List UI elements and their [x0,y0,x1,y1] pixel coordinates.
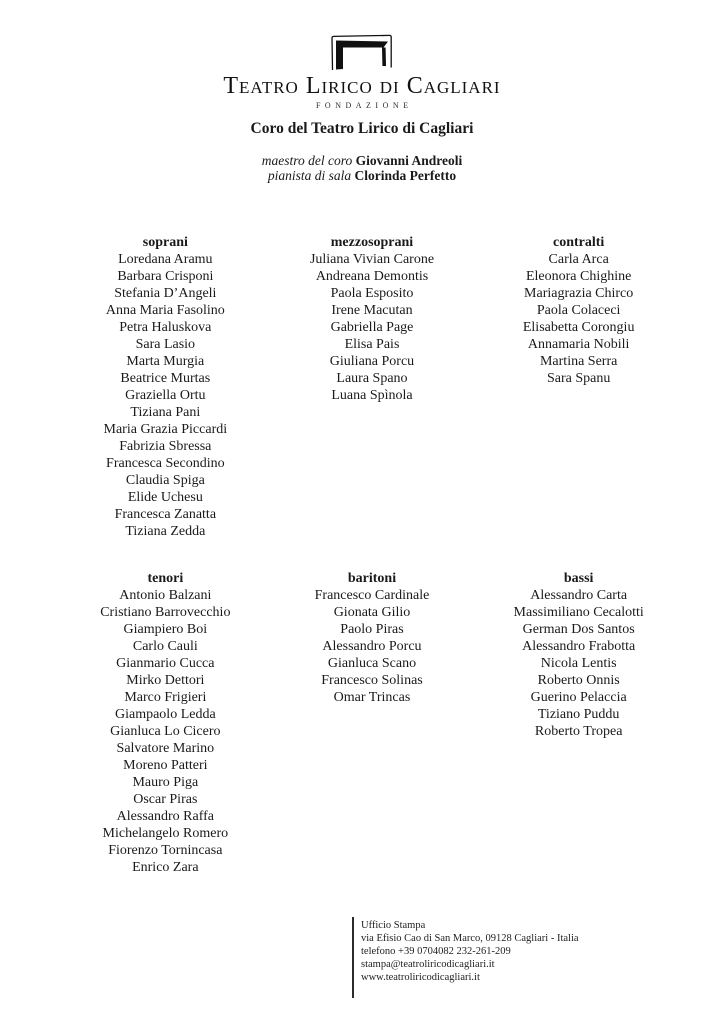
brand-wordmark: Teatro Lirico di Cagliari [223,73,501,99]
member-list-contralti [475,251,682,387]
chorister-name: Tiziana Pani [130,405,201,420]
chorister-name: Petra Haluskova [119,320,212,335]
proscenium-arch-logo-icon [327,32,397,72]
section-label-mezzosoprani: mezzosoprani [330,235,414,250]
chorister-name: Roberto Onnis [537,673,620,688]
chorister-name: Guerino Pelaccia [530,690,627,705]
chorister-name: Juliana Vivian Carone [309,252,435,267]
footer-line: Ufficio Stampa [361,920,426,931]
chorister-name: Tiziana Zedda [125,524,206,539]
section-bassi [475,570,682,876]
member-list-bassi [475,587,682,740]
chorister-name: Andreana Demontis [315,269,429,284]
chorister-name: Laura Spano [336,371,408,386]
chorister-name: Elisa Pais [344,337,400,352]
chorister-name: Nicola Lentis [540,656,617,671]
chorister-name: Salvatore Marino [116,741,215,756]
lower-voices-grid [62,570,682,876]
chorister-name: Massimiliano Cecalotti [513,605,644,620]
pianista-di-sala-line [0,169,724,184]
chorister-name: Irene Macutan [331,303,413,318]
press-office-footer [352,917,579,998]
section-label-baritoni: baritoni [347,571,397,586]
chorister-name: Luana Spìnola [331,388,413,403]
section-label-soprani: soprani [142,235,188,250]
chorister-name: Alessandro Frabotta [522,639,636,654]
chorister-name: Sara Lasio [135,337,196,352]
chorister-name: Moreno Patteri [123,758,208,773]
chorister-name: Fiorenzo Tornincasa [108,843,223,858]
footer-line: telefono +39 0704082 232-261-209 [361,946,511,957]
chorister-name: Elide Uchesu [127,490,203,505]
chorister-name: Enrico Zara [132,860,199,875]
chorister-name: Carlo Cauli [132,639,198,654]
section-contralti [475,234,682,540]
chorister-name: Claudia Spiga [125,473,205,488]
brand-subtitle: FONDAZIONE [315,101,413,110]
maestro-del-coro-line [0,154,724,169]
chorister-name: Alessandro Porcu [322,639,422,654]
chorister-name: Francesca Secondino [106,456,225,471]
chorister-name: Gianluca Lo Cicero [110,724,221,739]
chorister-name: Barbara Crisponi [117,269,214,284]
section-tenori [62,570,269,876]
chorister-name: Giuliana Porcu [329,354,415,369]
footer-line: via Efisio Cao di San Marco, 09128 Cagliari - Italia [361,933,579,944]
maestro-role-label: maestro del coro [261,153,353,168]
upper-voices-grid [62,234,682,540]
member-list-soprani [62,251,269,540]
page-title: Coro del Teatro Lirico di Cagliari [250,120,474,137]
chorister-name: Paolo Piras [340,622,404,637]
chorister-name: Giampiero Boi [123,622,208,637]
chorister-name: Michelangelo Romero [102,826,229,841]
chorister-name: Alessandro Raffa [116,809,214,824]
chorister-name: Stefania D’Angeli [114,286,217,301]
press-office-lines [361,919,579,984]
chorister-name: Mirko Dettori [126,673,205,688]
member-list-mezzosoprani [269,251,476,404]
chorister-name: Fabrizia Sbressa [119,439,212,454]
chorister-name: Mariagrazia Chirco [524,286,634,301]
chorister-name: Roberto Tropea [534,724,623,739]
member-list-baritoni [269,587,476,706]
intro-section [0,121,724,183]
chorister-name: Francesco Cardinale [314,588,430,603]
document-header [0,32,724,110]
chorister-name: Maria Grazia Piccardi [103,422,228,437]
chorister-name: Francesco Solinas [321,673,423,688]
section-label-contralti: contralti [553,235,605,250]
section-soprani [62,234,269,540]
chorister-name: Marco Frigieri [124,690,207,705]
chorister-name: Antonio Balzani [119,588,212,603]
section-label-tenori: tenori [147,571,184,586]
chorister-name: Gabriella Page [330,320,414,335]
section-mezzosoprani [269,234,476,540]
chorister-name: Tiziano Puddu [537,707,620,722]
chorister-name: Elisabetta Corongiu [522,320,635,335]
chorister-name: Anna Maria Fasolino [105,303,225,318]
footer-line: stampa@teatroliricodicagliari.it [361,959,495,970]
chorister-name: Beatrice Murtas [120,371,211,386]
chorister-name: Giampaolo Ledda [114,707,216,722]
footer-line: www.teatroliricodicagliari.it [361,972,480,983]
chorister-name: Annamaria Nobili [527,337,630,352]
chorister-name: Mauro Piga [132,775,199,790]
chorister-name: Marta Murgia [126,354,205,369]
pianista-name: Clorinda Perfetto [354,167,457,183]
chorister-name: Graziella Ortu [125,388,206,403]
chorister-name: Cristiano Barrovecchio [100,605,231,620]
chorister-name: Sara Spanu [546,371,611,386]
section-baritoni [269,570,476,876]
chorister-name: Omar Trincas [333,690,411,705]
chorister-name: Eleonora Chighine [525,269,632,284]
chorister-name: Gionata Gilio [333,605,411,620]
pianista-role-label: pianista di sala [267,167,352,183]
member-list-tenori [62,587,269,876]
chorister-name: Paola Esposito [330,286,414,301]
chorister-name: Martina Serra [539,354,618,369]
chorister-name: Carla Arca [548,252,609,267]
maestro-name: Giovanni Andreoli [355,153,463,168]
chorister-name: Paola Colaceci [536,303,621,318]
chorister-name: Alessandro Carta [530,588,628,603]
chorister-name: German Dos Santos [522,622,635,637]
chorister-name: Gianluca Scano [327,656,417,671]
chorister-name: Loredana Aramu [118,252,213,267]
section-label-bassi: bassi [563,571,594,586]
chorister-name: Oscar Piras [133,792,198,807]
chorister-name: Francesca Zanatta [114,507,217,522]
chorister-name: Gianmario Cucca [116,656,215,671]
